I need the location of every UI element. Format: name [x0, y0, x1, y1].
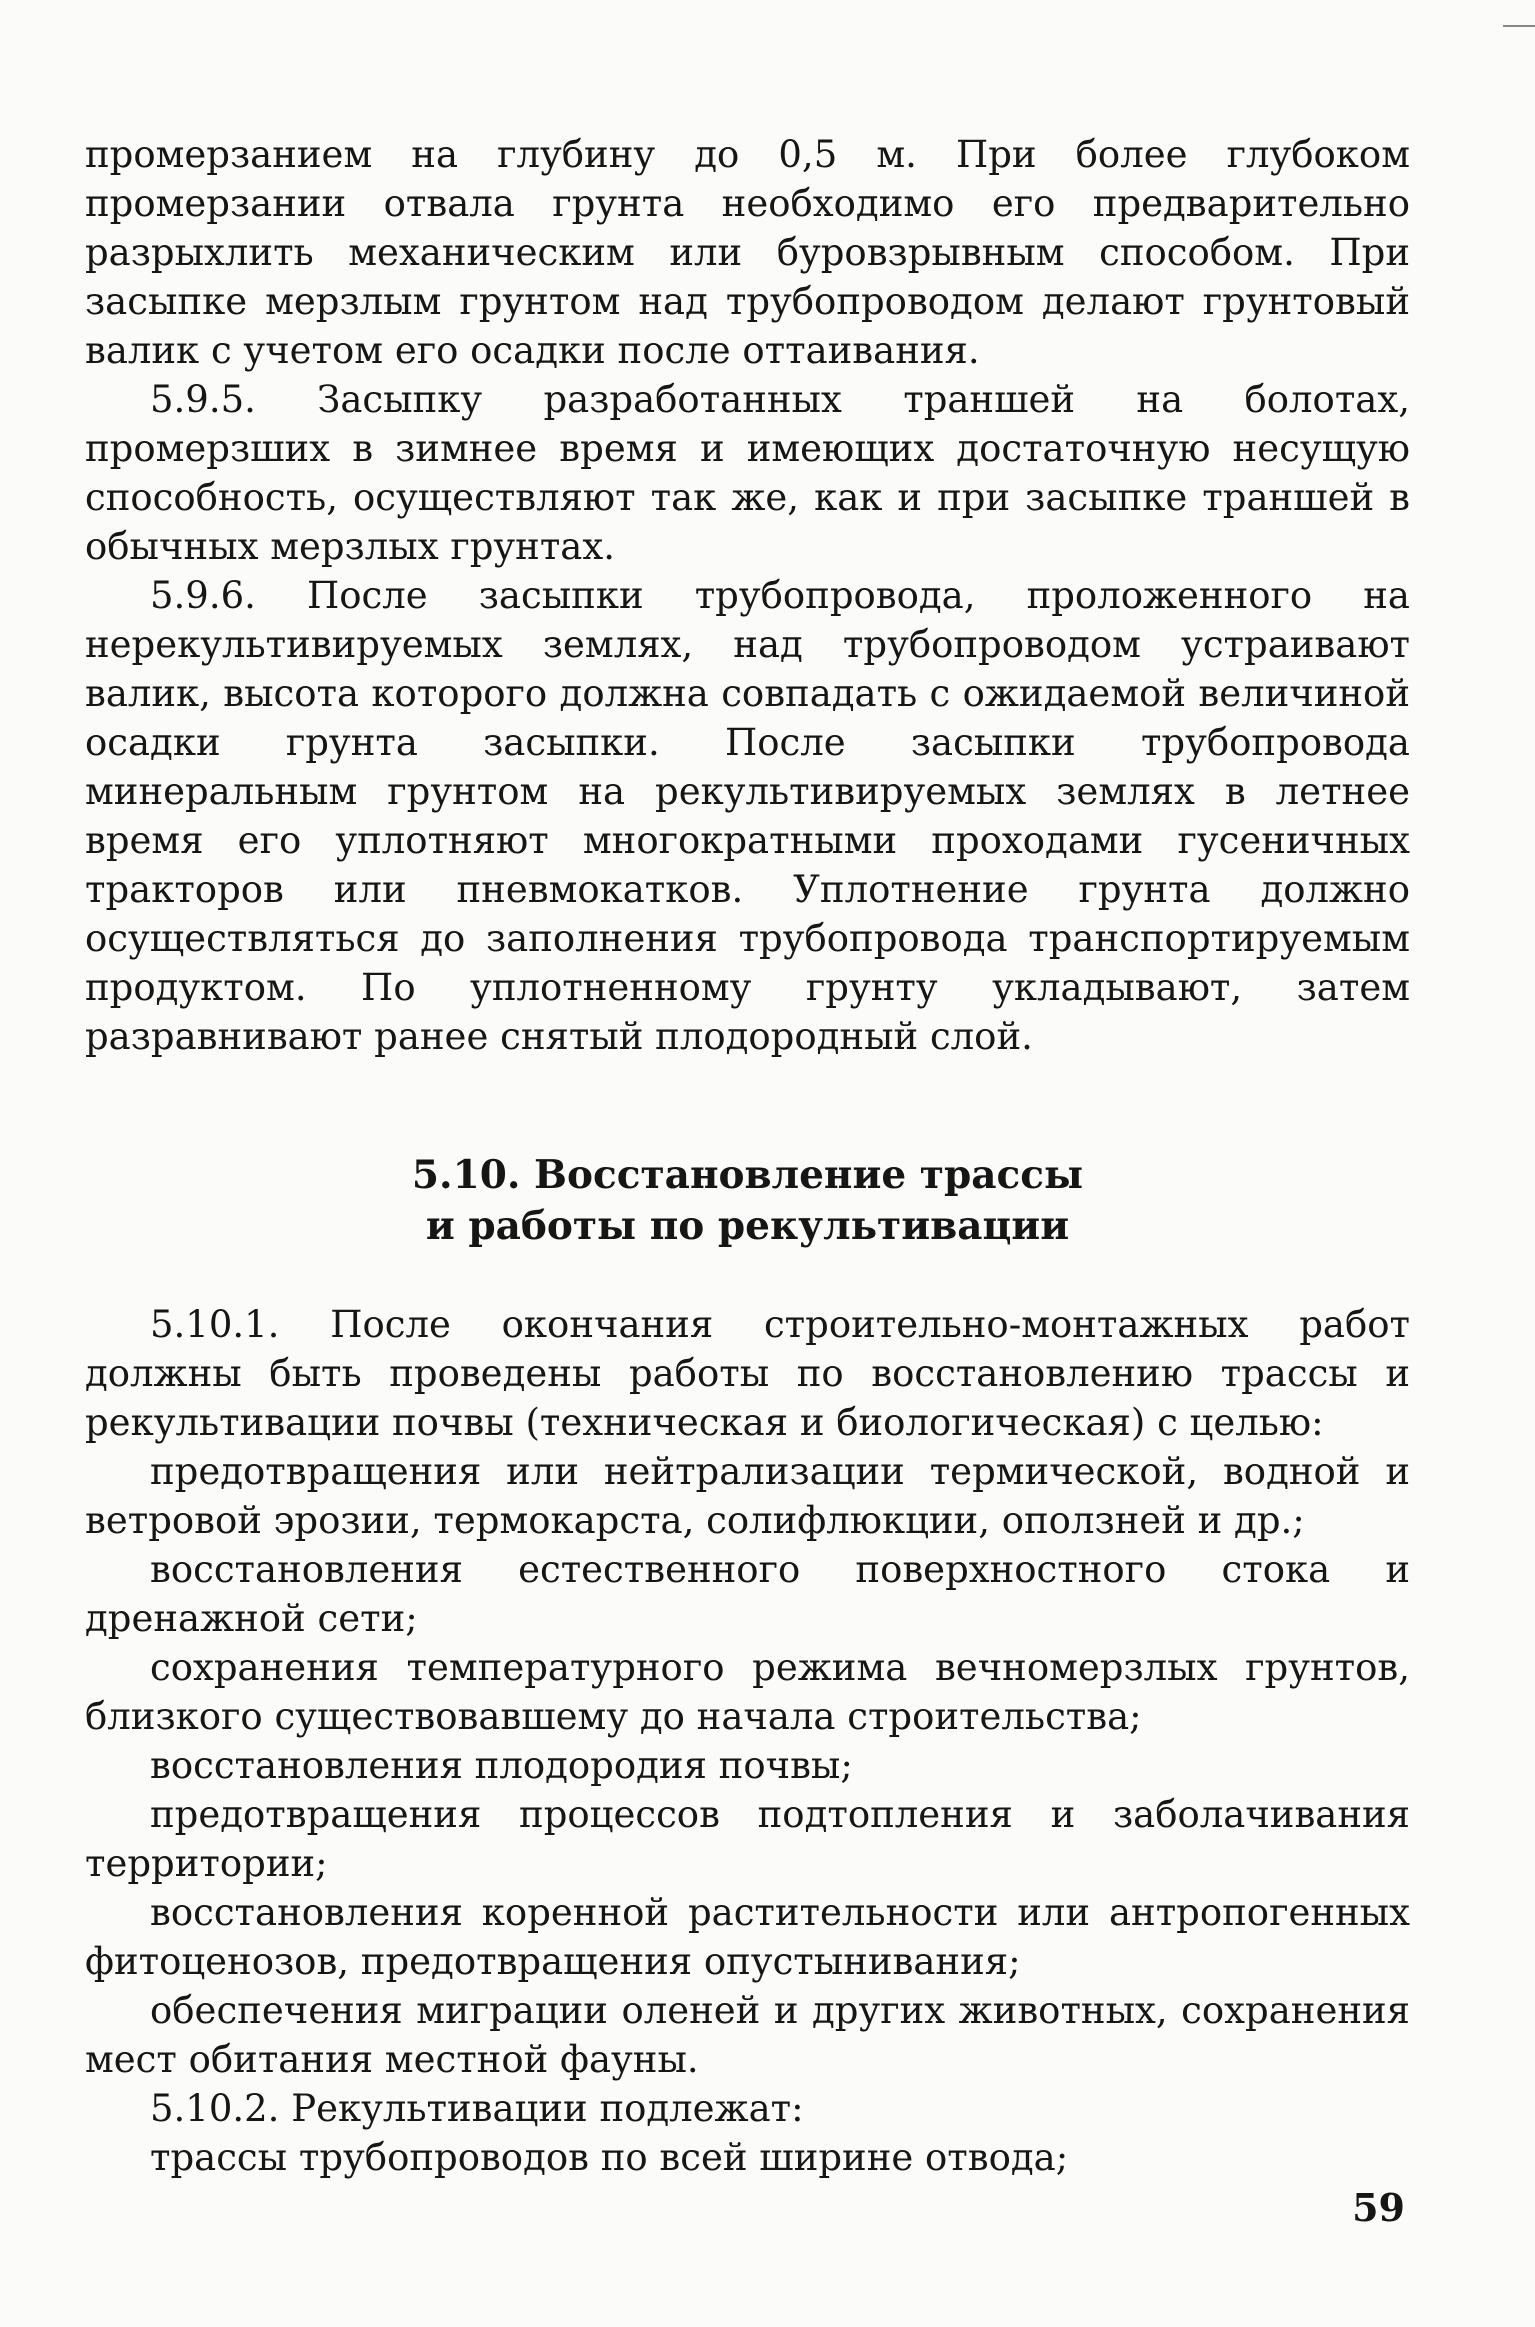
paragraph-5-10-1: 5.10.1. После окончания строительно-монтажных работ должны быть проведены работы по восстановлению трассы и рекультивации почвы (техническая и биологическая) с целью:: [85, 1303, 1410, 1444]
paragraph-5-10-2: 5.10.2. Рекультивации подлежат:: [150, 2087, 804, 2130]
paragraph-5-9-5: 5.9.5. Засыпку разработанных траншей на болотах, промерзших в зимнее время и имеющих достаточную несущую способность, осуществляют так же, как и при засыпке траншей в обычных мерзлых грунтах.: [85, 378, 1410, 568]
top-text-block: [85, 130, 1410, 1061]
page-number: 59: [1352, 2185, 1405, 2230]
section-heading: [85, 1150, 1410, 1252]
paragraph-continuation: промерзанием на глубину до 0,5 м. При более глубоком промерзании отвала грунта необходимо его предварительно разрыхлить механическим или буровзрывным способом. При засыпке мерзлым грунтом над трубопроводом делают грунтовый валик с учетом его осадки после оттаивания.: [85, 133, 1410, 372]
list-item: восстановления плодородия почвы;: [150, 1744, 853, 1787]
list-item: восстановления коренной растительности или антропогенных фитоценозов, предотвращения опустынивания;: [85, 1891, 1410, 1983]
list-item: трассы трубопроводов по всей ширине отвода;: [150, 2136, 1069, 2179]
scan-edge-mark: [1503, 25, 1535, 27]
list-item: предотвращения или нейтрализации термической, водной и ветровой эрозии, термокарста, солифлюкции, оползней и др.;: [85, 1450, 1410, 1542]
list-item: восстановления естественного поверхностного стока и дренажной сети;: [85, 1548, 1410, 1640]
paragraph-5-9-6: 5.9.6. После засыпки трубопровода, проложенного на нерекультивируемых землях, над трубопроводом устраивают валик, высота которого должна совпадать с ожидаемой величиной осадки грунта засыпки. После засыпки трубопровода минеральным грунтом на рекультивируемых землях в летнее время его уплотняют многократными проходами гусеничных тракторов или пневмокатков. Уплотнение грунта должно осуществляться до заполнения трубопровода транспортируемым продуктом. По уплотненному грунту укладывают, затем разравнивают ранее снятый плодородный слой.: [85, 574, 1410, 1058]
list-item: предотвращения процессов подтопления и заболачивания территории;: [85, 1793, 1410, 1885]
list-item: обеспечения миграции оленей и других животных, сохранения мест обитания местной фауны.: [85, 1989, 1410, 2081]
section-heading-line-2: и работы по рекультивации: [425, 1203, 1070, 1249]
list-item: сохранения температурного режима вечномерзлых грунтов, близкого существовавшему до начала строительства;: [85, 1646, 1410, 1738]
section-heading-line-1: 5.10. Восстановление трассы: [411, 1152, 1084, 1198]
bottom-text-block: [85, 1300, 1410, 2182]
